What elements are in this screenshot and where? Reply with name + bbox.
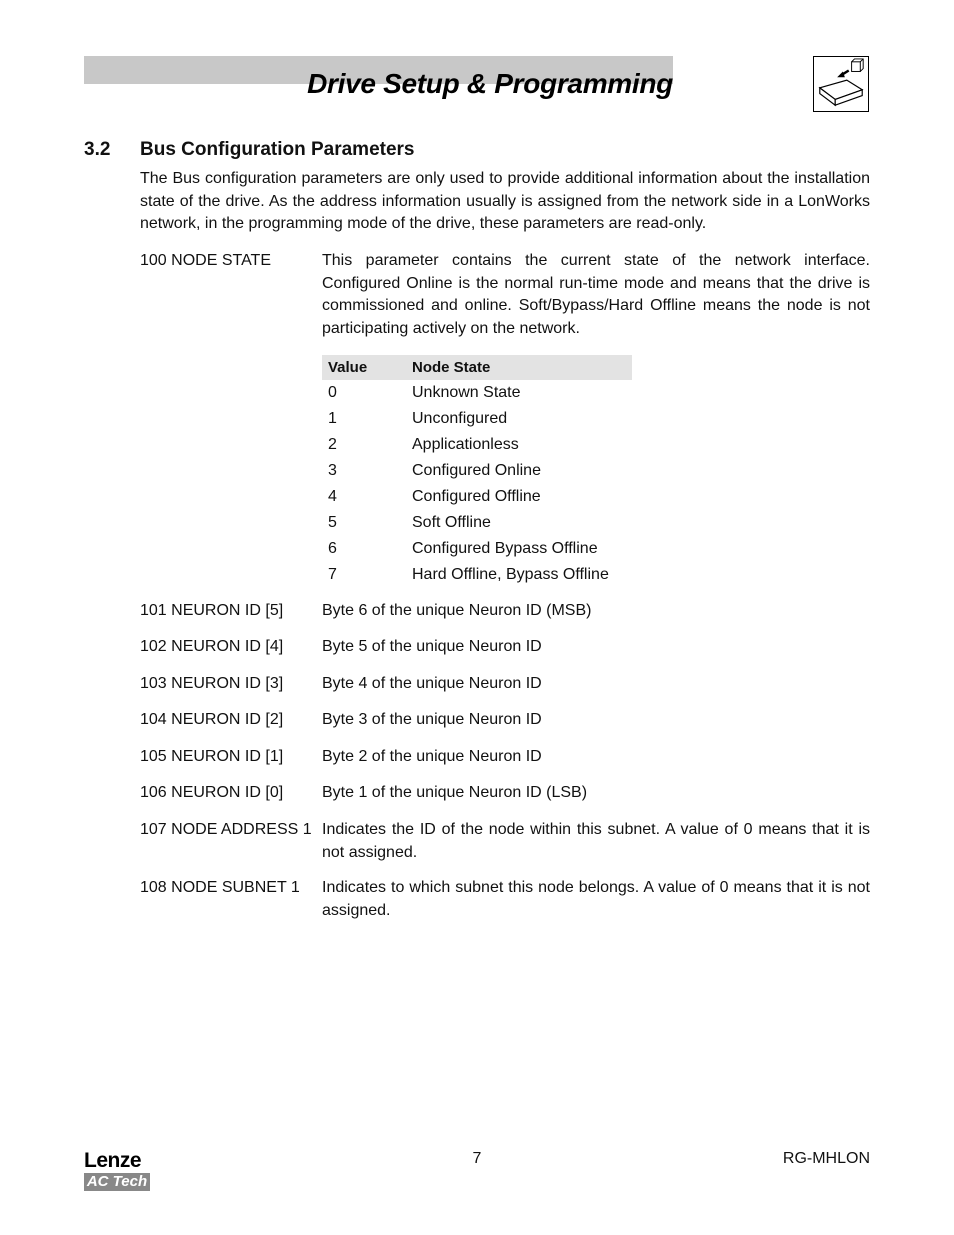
- parameter-name: 101 NEURON ID [5]: [140, 602, 284, 619]
- parameter-entry: [140, 600, 870, 623]
- table-row: [322, 484, 632, 510]
- parameter-name: 107 NODE ADDRESS 1: [140, 821, 312, 838]
- table-cell-state: Configured Offline: [412, 488, 541, 505]
- table-cell-value: 2: [328, 436, 337, 453]
- logo-actech-text: AC Tech: [84, 1173, 150, 1191]
- lenze-ac-tech-logo: [84, 1150, 152, 1191]
- parameter-description: Indicates to which subnet this node belongs. A value of 0 means that it is not assigned.: [322, 879, 870, 919]
- table-cell-state: Configured Online: [412, 462, 541, 479]
- table-row: [322, 562, 632, 588]
- logo-lenze-text: Lenze: [84, 1149, 142, 1172]
- parameter-entry: [140, 250, 870, 340]
- parameter-description: Byte 1 of the unique Neuron ID (LSB): [322, 784, 588, 801]
- parameter-description: Byte 6 of the unique Neuron ID (MSB): [322, 602, 592, 619]
- parameter-entry: [140, 673, 870, 696]
- table-row: [322, 432, 632, 458]
- table-cell-value: 7: [328, 566, 337, 583]
- parameter-description: Byte 5 of the unique Neuron ID: [322, 638, 542, 655]
- table-cell-state: Configured Bypass Offline: [412, 540, 598, 557]
- parameter-entry: [140, 636, 870, 659]
- table-cell-state: Unconfigured: [412, 410, 508, 427]
- section-heading: [84, 137, 415, 163]
- table-cell-state: Soft Offline: [412, 514, 491, 531]
- table-cell-value: 6: [328, 540, 337, 557]
- parameter-name: 104 NEURON ID [2]: [140, 711, 284, 728]
- intro-paragraph: The Bus configuration parameters are only used to provide additional information about the installation state of the drive. As the address information usually is assigned from the network side in a LonWorks network, in the programming mode of the drive, these parameters are read-only.: [140, 170, 870, 232]
- section-number: 3.2: [84, 139, 111, 160]
- parameter-name: 100 NODE STATE: [140, 252, 271, 269]
- page-title: Drive Setup & Programming: [307, 68, 673, 99]
- parameter-name: 102 NEURON ID [4]: [140, 638, 284, 655]
- parameter-entry: [140, 819, 870, 864]
- table-cell-value: 1: [328, 410, 337, 427]
- parameter-description: This parameter contains the current state of the network interface. Configured Online is the normal run-time mode and means that the drive is commissioned and online. Soft/Bypass/Hard Offline means the node is not participating actively on the network.: [322, 252, 870, 337]
- parameter-description: Byte 2 of the unique Neuron ID: [322, 748, 542, 765]
- table-header-row: [322, 355, 632, 380]
- page-number: 7: [472, 1150, 482, 1167]
- table-cell-state: Hard Offline, Bypass Offline: [412, 566, 609, 583]
- table-cell-state: Unknown State: [412, 384, 521, 401]
- parameter-entry: [140, 782, 870, 805]
- table-cell-value: 3: [328, 462, 337, 479]
- document-code: RG-MHLON: [782, 1150, 870, 1167]
- table-row: [322, 536, 632, 562]
- parameter-description: Indicates the ID of the node within this subnet. A value of 0 means that it is not assigned.: [322, 821, 870, 861]
- parameter-name: 105 NEURON ID [1]: [140, 748, 284, 765]
- table-row: [322, 458, 632, 484]
- parameter-entry: [140, 746, 870, 769]
- column-header-value: Value: [322, 355, 406, 380]
- table-row: [322, 406, 632, 432]
- table-cell-value: 5: [328, 514, 337, 531]
- parameter-description: Byte 3 of the unique Neuron ID: [322, 711, 542, 728]
- table-cell-value: 4: [328, 488, 337, 505]
- parameter-name: 106 NEURON ID [0]: [140, 784, 284, 801]
- table-cell-value: 0: [328, 384, 337, 401]
- section-title: Bus Configuration Parameters: [140, 139, 415, 160]
- parameter-entry: [140, 877, 870, 922]
- parameter-name: 108 NODE SUBNET 1: [140, 879, 300, 896]
- table-row: [322, 380, 632, 406]
- node-state-table: [322, 355, 632, 588]
- drive-keypad-icon: [813, 56, 869, 112]
- table-cell-state: Applicationless: [412, 436, 519, 453]
- parameter-name: 103 NEURON ID [3]: [140, 675, 284, 692]
- table-row: [322, 510, 632, 536]
- column-header-node-state: Node State: [406, 355, 632, 380]
- parameter-entry: [140, 709, 870, 732]
- parameter-description: Byte 4 of the unique Neuron ID: [322, 675, 542, 692]
